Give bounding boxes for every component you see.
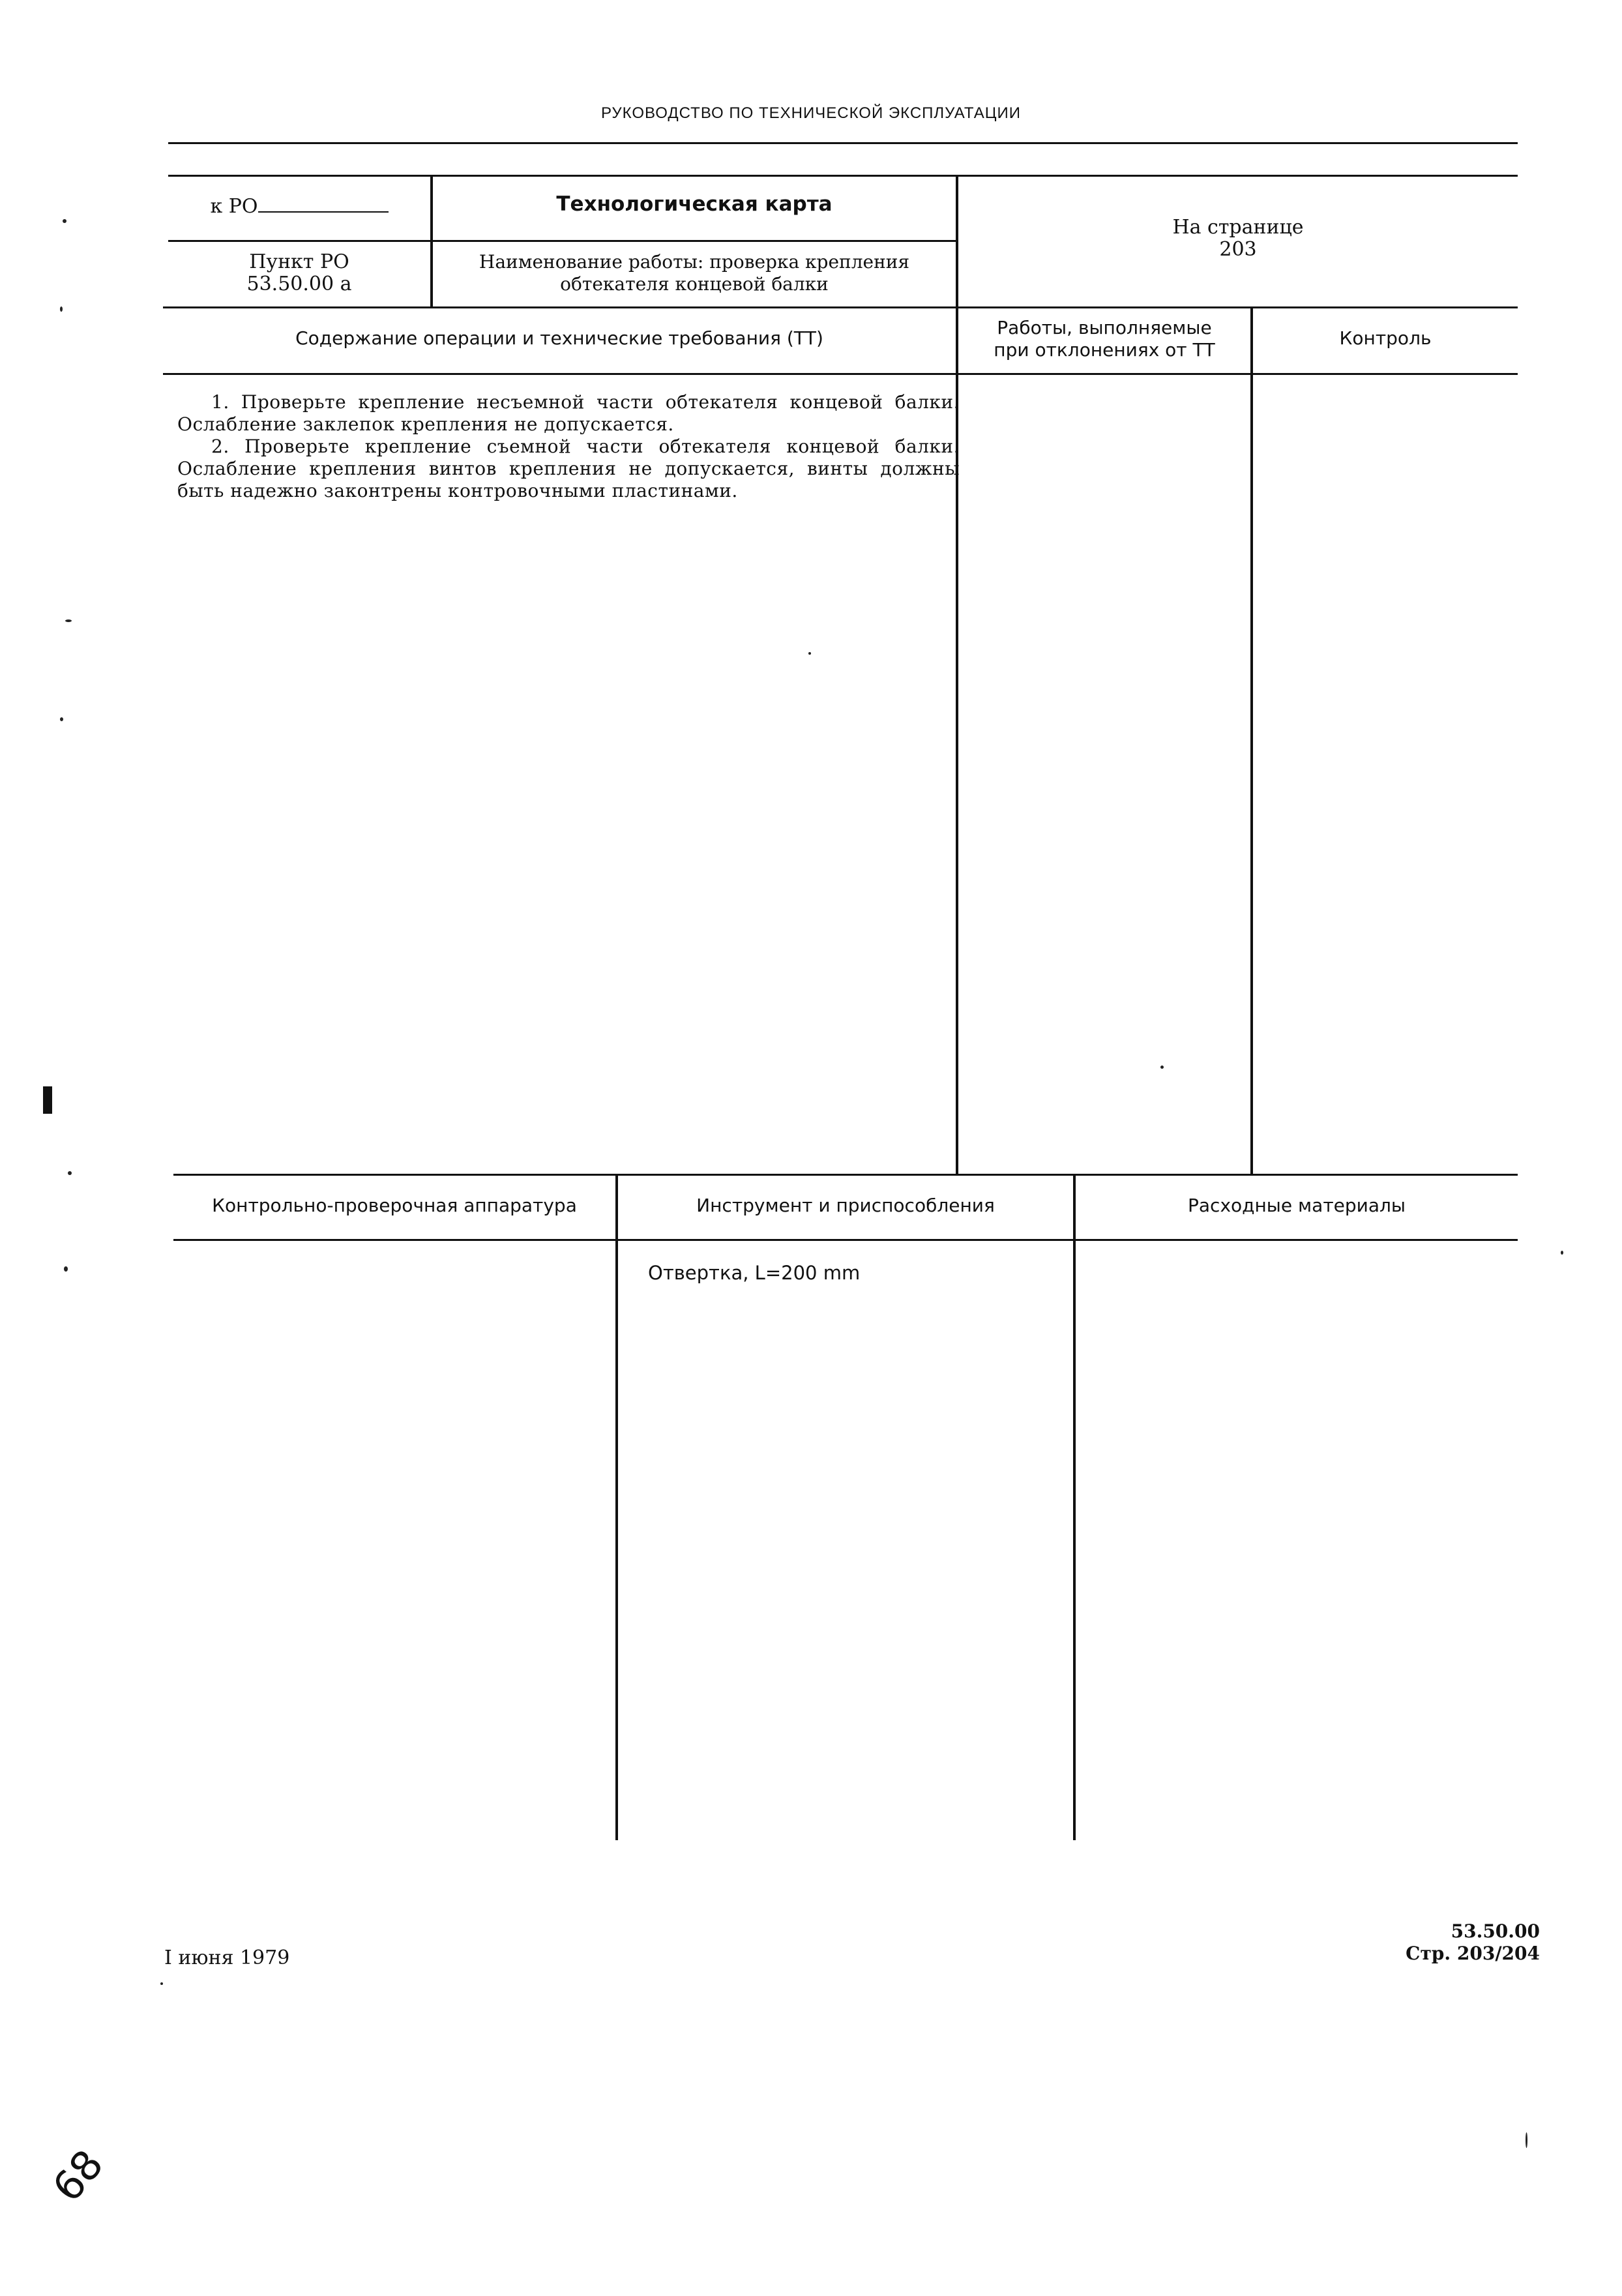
ops-top-border: [163, 306, 1518, 308]
card-top-border: [168, 175, 1518, 177]
col-deviation-line1: Работы, выполняемые: [997, 317, 1212, 338]
point-po-label: Пункт РО: [249, 250, 349, 273]
equip-top-border: [173, 1174, 1518, 1176]
col-content-header: Содержание операции и технические требования (ТТ): [295, 327, 823, 349]
work-name-cell: [433, 251, 956, 295]
operation-item-2: 2. Проверьте крепление съемной части обтекателя концевой балки. Ослабление крепления винтов крепления не допускается, винты должны быть надежно законтрены контровочными пластинами.: [177, 436, 960, 501]
operation-item-1: 1. Проверьте крепление несъемной части обтекателя концевой балки. Ослабление заклепок крепления не допускается.: [177, 391, 960, 435]
point-po-value: 53.50.00 а: [246, 273, 352, 295]
equip-header-bottom: [173, 1239, 1518, 1241]
col-deviation-line2: при отклонениях от ТТ: [994, 339, 1215, 361]
footer-page: Стр. 203/204: [1406, 1943, 1540, 1964]
footer-ref: [1406, 1920, 1540, 1965]
scan-speck: [808, 652, 811, 655]
footer-doc-number: 53.50.00: [1451, 1920, 1540, 1942]
scan-speck: [68, 1171, 72, 1175]
handwritten-page-mark: 68: [43, 2140, 113, 2211]
scan-speck: [160, 1982, 163, 1985]
scan-speck: [60, 717, 63, 721]
col-tools-header: Инструмент и приспособления: [696, 1195, 995, 1216]
scan-speck: [1561, 1251, 1563, 1255]
ops-header-bottom: [163, 373, 1518, 375]
col-equipment-header: Контрольно-проверочная аппаратура: [212, 1195, 577, 1216]
scan-speck: [65, 619, 72, 622]
on-page-number: 203: [1219, 238, 1257, 261]
scan-speck: [1526, 2132, 1527, 2148]
scan-speck: [1160, 1066, 1164, 1069]
tools-value: Отвертка, L=200 mm: [648, 1262, 861, 1284]
equip-divider-1: [615, 1174, 618, 1840]
scan-speck: [60, 306, 63, 312]
scan-speck: [64, 1266, 68, 1272]
point-po-cell: [168, 251, 430, 295]
card-mid-rule: [168, 240, 957, 242]
scan-speck: [63, 219, 66, 223]
ref-po-label: к РО: [210, 195, 258, 218]
operation-content: [177, 391, 960, 502]
manual-header-title: РУКОВОДСТВО ПО ТЕХНИЧЕСКОЙ ЭКСПЛУАТАЦИИ: [600, 104, 1022, 122]
ref-po-blank-line: [258, 197, 389, 213]
col-deviation-header: [958, 317, 1250, 361]
card-title: Технологическая карта: [556, 192, 833, 216]
footer-date: I июня 1979: [164, 1946, 290, 1969]
header-rule: [168, 142, 1518, 144]
ref-po-cell: [168, 196, 430, 218]
on-page-cell: [958, 216, 1518, 261]
col-materials-header: Расходные материалы: [1188, 1195, 1406, 1216]
col-control-header: Контроль: [1339, 327, 1432, 349]
scan-mark-bar: [43, 1086, 52, 1114]
on-page-label: На странице: [1172, 216, 1304, 239]
ops-divider-2: [1250, 306, 1253, 1175]
work-name-line1: Наименование работы: проверка крепления: [479, 251, 910, 273]
work-name-line2: обтекателя концевой балки: [560, 273, 829, 295]
equip-divider-2: [1073, 1174, 1076, 1840]
